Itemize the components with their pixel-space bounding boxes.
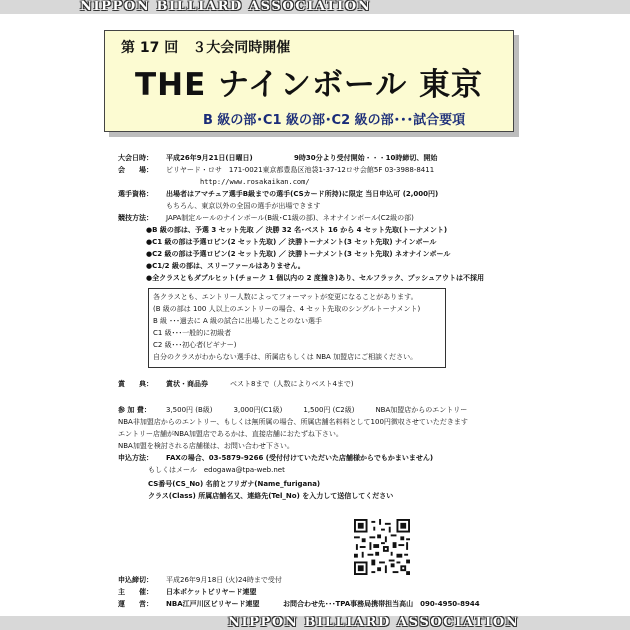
qualification-note: もちろん、東京以外の全国の選手が出場できます <box>166 202 321 210</box>
qualification-row: 選手資格： 出場者はアマチュア選手B級までの選手(CSカード所持)に限定 当日申込可 (2,000円) <box>118 190 439 198</box>
prize-extra: ベスト8まで（人数によりベスト4まで) <box>230 380 354 388</box>
organizer-row: 主 催： 日本ポケットビリヤード連盟 <box>118 588 257 596</box>
method-item: ●C1 級の部は予選ロビン(2 セット先取) ／ 決勝トーナメント(3 セット先取) ナインボール <box>146 238 437 246</box>
note-line: C1 級･･･一般的に初級者 <box>153 329 232 337</box>
apply-class: クラス(Class) 所属店舗名又、連絡先(Tel_No) を入力して送信してください <box>148 492 394 500</box>
fee-line: NBA加盟を検討される店舗様は、お問い合わせ下さい。 <box>118 442 294 450</box>
method-item: ●B 級の部は、予選 3 セット先取 ／ 決勝 32 名･ベスト 16 から 4 セット先取(トーナメント) <box>146 226 448 234</box>
edition-heading: 第 17 回 ３大会同時開催 <box>121 40 291 56</box>
class-notes-box <box>148 288 446 368</box>
event-subtitle: B 級の部･C1 級の部･C2 級の部･･･試合要項 <box>203 113 466 128</box>
association-name-bottom: NIPPON BILLIARD ASSOCIATION <box>228 616 520 630</box>
method-row: 競技方法： JAPA制定ルールのナインボール(B級･C1級の部)、ネオナインボール(C2級の部) <box>118 214 414 222</box>
association-name-top: NIPPON BILLIARD ASSOCIATION <box>80 0 372 14</box>
apply-cs: CS番号(CS_No) 名前とフリガナ(Name_furigana) <box>148 480 321 488</box>
operation-row: 運 営： NBA江戸川区ビリヤード連盟 <box>118 600 260 608</box>
fee-row: 参 加 費： 3,500円 (B級) 3,000円(C1級) 1,500円 (C2級) NBA加盟店からのエントリー <box>118 406 468 414</box>
venue-url[interactable]: http://www.rosakaikan.com/ <box>200 178 310 186</box>
fee-line: NBA非加盟店からのエントリー、もしくは無所属の場合、所属店舗名料料として100円徴収させていただきます <box>118 418 468 426</box>
note-line: 各クラスとも、エントリー人数によってフォーマットが変更になることがあります。 <box>153 293 418 301</box>
note-line: B 級 ･･･過去に A 級の試合に出場したことのない選手 <box>153 317 322 325</box>
method-item: ●全クラスともダブルヒット(チョーク 1 個以内の 2 度撞き)あり、セルフラック、プッシュアウトは不採用 <box>146 274 485 282</box>
note-line: C2 級･･･初心者(ビギナー) <box>153 341 237 349</box>
note-line: (B 級の部は 100 人以上のエントリーの場合、4 セット先取のシングルトーナメント) <box>153 305 421 313</box>
footer-band <box>0 616 630 630</box>
date-extra: 9時30分より受付開始・・・10時締切、開始 <box>294 154 438 162</box>
deadline-row: 申込締切： 平成26年9月18日 (火)24時まで受付 <box>118 576 282 584</box>
qr-code-image[interactable] <box>354 519 410 575</box>
method-item: ●C1/2 級の部は、スリーファールはありません。 <box>146 262 305 270</box>
fee-line: エントリー店舗がNBA加盟店であるかは、直接店舗におたずね下さい。 <box>118 430 343 438</box>
date-row: 大会日時： 平成26年9月21日(日曜日) <box>118 154 253 162</box>
contact-info: お問合わせ先･･･TPA事務局携帯担当高山 090-4950-8944 <box>283 600 480 608</box>
prize-row: 賞 典： 賞状・商品券 <box>118 380 208 388</box>
venue-row: 会 場： ビリヤード・ロサ 171-0021東京都豊島区池袋1-37-12ロサ会館5F 03-3988-8411 <box>118 166 435 174</box>
apply-row: 申込方法： FAXの場合、03-5879-9266 (受付付けていただいた店舗様からでもかまいません) <box>118 454 434 462</box>
note-line: 自分のクラスがわからない選手は、所属店もしくは NBA 加盟店にご相談ください。 <box>153 353 418 361</box>
apply-email[interactable]: もしくはメール edogawa@tpa-web.net <box>148 466 285 474</box>
event-title: THE ナインボール 東京 <box>135 67 484 103</box>
method-item: ●C2 級の部は予選ロビン(2 セット先取) ／ 決勝トーナメント(3 セット先取) ネオナインボール <box>146 250 451 258</box>
